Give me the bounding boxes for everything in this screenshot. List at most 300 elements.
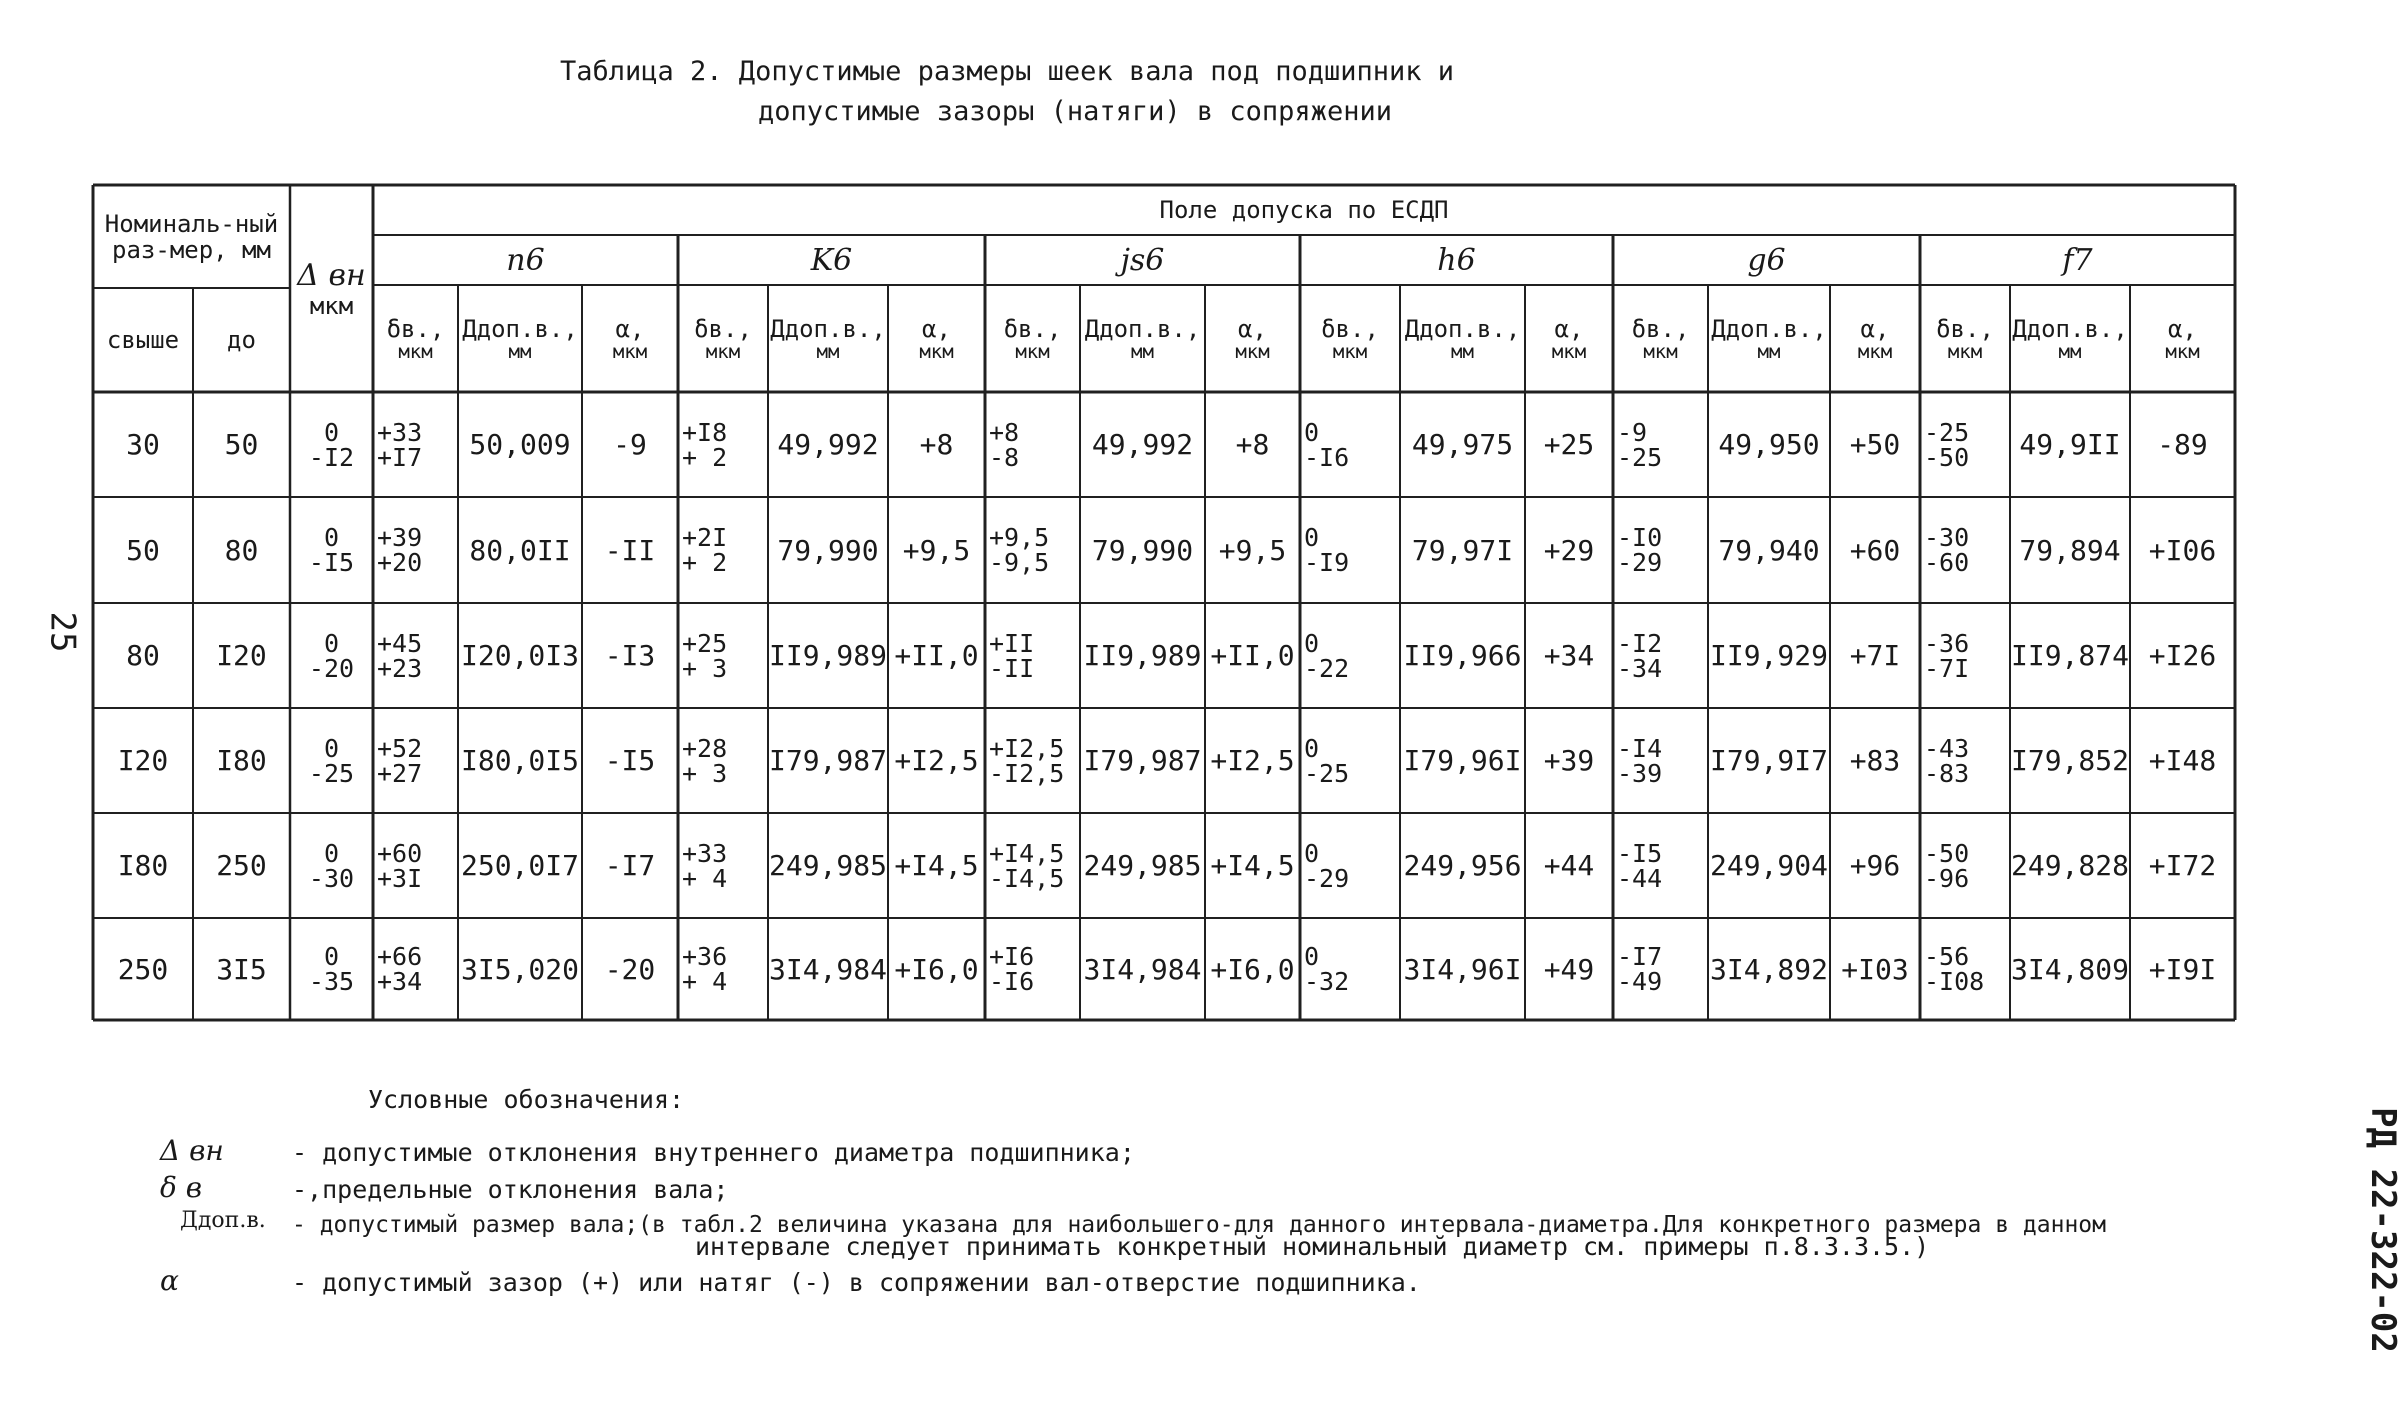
clearance-value: -9 bbox=[613, 428, 647, 461]
cell-to bbox=[193, 813, 290, 918]
deviation-value: 0 bbox=[1304, 628, 1320, 658]
clearance-value: +I2,5 bbox=[894, 744, 979, 777]
over-value: 50 bbox=[126, 533, 160, 567]
subheader-alpha bbox=[1205, 285, 1300, 392]
deviation-value: +34 bbox=[377, 967, 423, 996]
over-value: 250 bbox=[117, 952, 169, 986]
shaft-size-value: I80,0I5 bbox=[460, 744, 579, 777]
legend-text: интервале следует принимать конкретный номинальный диаметр см. примеры п.8.3.3.5.) bbox=[695, 1232, 1930, 1261]
deviation-value: +I6 bbox=[989, 942, 1035, 971]
cell-shaft-deviation bbox=[1920, 708, 2014, 813]
shaft-size-value: 3I4,809 bbox=[2010, 952, 2129, 986]
cell-to bbox=[193, 918, 290, 1020]
cell-shaft-deviation bbox=[373, 392, 462, 497]
deviation-value: +8 bbox=[989, 417, 1020, 447]
cell-shaft-size bbox=[2010, 708, 2130, 813]
cell-shaft-deviation bbox=[1920, 392, 2014, 497]
over-value: I20 bbox=[117, 744, 169, 777]
deviation-value: -34 bbox=[1617, 653, 1663, 683]
clearance-value: +9,5 bbox=[902, 533, 971, 567]
cell-shaft-deviation bbox=[1613, 813, 1712, 918]
deviation-value: -30 bbox=[1924, 523, 1970, 552]
shaft-size-value: 249,985 bbox=[1083, 849, 1202, 882]
subheader-unit: мм bbox=[1451, 340, 1474, 363]
cell-shaft-deviation bbox=[985, 392, 1084, 497]
cell-shaft-deviation bbox=[373, 918, 462, 1020]
subheader-unit: мкм bbox=[919, 340, 954, 363]
cell-shaft-size bbox=[458, 708, 582, 813]
cell-shaft-deviation bbox=[985, 918, 1084, 1020]
subheader-delta bbox=[373, 285, 458, 392]
clearance-value: +I2,5 bbox=[1210, 744, 1295, 777]
cell-shaft-size bbox=[2010, 918, 2130, 1020]
subheader-unit: мкм bbox=[1332, 340, 1368, 363]
header-field-h6 bbox=[1300, 235, 1613, 285]
cell-shaft-deviation bbox=[373, 497, 462, 603]
cell-clearance bbox=[582, 603, 678, 708]
header-field-js6 bbox=[985, 235, 1300, 285]
subheader-label: δв., bbox=[1936, 314, 1994, 343]
deviation-value: +33 bbox=[682, 838, 728, 868]
over-value: I80 bbox=[117, 849, 169, 882]
header-field-K6 bbox=[678, 235, 985, 285]
cell-clearance bbox=[2130, 497, 2235, 603]
shaft-size-value: I79,9I7 bbox=[1709, 744, 1828, 777]
deviation-value: -9 bbox=[1617, 417, 1648, 447]
header-to-label: до bbox=[227, 326, 256, 354]
subheader-label: α, bbox=[1860, 314, 1890, 343]
shaft-size-value: 49,992 bbox=[1091, 428, 1194, 461]
shaft-size-value: 80,0II bbox=[469, 533, 571, 567]
cell-clearance bbox=[1830, 708, 1920, 813]
deviation-value: -96 bbox=[1924, 863, 1970, 893]
header-nominal-size bbox=[93, 185, 290, 288]
deviation-value: + 4 bbox=[682, 967, 728, 996]
cell-over bbox=[93, 603, 193, 708]
cell-shaft-deviation bbox=[1300, 918, 1404, 1020]
over-value: 30 bbox=[126, 428, 160, 461]
deviation-value: +39 bbox=[377, 523, 423, 552]
document-code: РД 22-322-02 bbox=[2362, 1107, 2403, 1353]
field-name: js6 bbox=[1120, 242, 1165, 278]
cell-shaft-deviation bbox=[1300, 497, 1404, 603]
clearance-value: +8 bbox=[919, 428, 954, 461]
subheader-label: δв., bbox=[1321, 314, 1379, 343]
clearance-value: +II,0 bbox=[894, 639, 979, 672]
to-value: 250 bbox=[216, 849, 267, 882]
cell-shaft-size bbox=[1400, 603, 1525, 708]
clearance-value: +8 bbox=[1235, 428, 1270, 461]
delta-bn-value: 0 bbox=[323, 628, 340, 658]
subheader-d bbox=[1708, 285, 1830, 392]
subheader-unit: мкм bbox=[2165, 340, 2200, 363]
subheader-d bbox=[1080, 285, 1205, 392]
subheader-label: α, bbox=[922, 314, 951, 343]
deviation-value: +9,5 bbox=[989, 523, 1050, 552]
cell-shaft-size bbox=[1080, 918, 1205, 1020]
clearance-value: +II,0 bbox=[1210, 639, 1295, 672]
deviation-value: -43 bbox=[1924, 733, 1970, 763]
shaft-size-value: 49,9II bbox=[2019, 428, 2121, 461]
cell-clearance bbox=[1205, 497, 1300, 603]
shaft-size-value: 249,985 bbox=[768, 849, 887, 882]
deviation-value: -49 bbox=[1617, 967, 1663, 996]
deviation-value: -50 bbox=[1924, 838, 1970, 868]
cell-shaft-size bbox=[458, 813, 582, 918]
clearance-value: +I72 bbox=[2148, 849, 2217, 882]
delta-bn-value: -30 bbox=[308, 863, 355, 893]
subheader-delta bbox=[1920, 285, 2010, 392]
subheader-label: δв., bbox=[694, 314, 752, 343]
deviation-value: +I7 bbox=[377, 442, 423, 472]
deviation-value: +66 bbox=[377, 942, 423, 971]
deviation-value: +45 bbox=[377, 628, 423, 658]
subheader-unit: мкм bbox=[1015, 340, 1050, 363]
cell-delta-bn bbox=[290, 497, 373, 603]
to-value: 50 bbox=[224, 428, 259, 461]
clearance-value: -I5 bbox=[604, 744, 656, 777]
cell-shaft-size bbox=[458, 392, 582, 497]
cell-shaft-deviation bbox=[678, 392, 772, 497]
cell-shaft-size bbox=[1080, 392, 1205, 497]
cell-clearance bbox=[582, 918, 678, 1020]
deviation-value: -44 bbox=[1617, 863, 1663, 893]
subheader-alpha bbox=[2130, 285, 2235, 392]
legend-text: -,предельные отклонения вала; bbox=[292, 1175, 729, 1204]
delta-bn-value: 0 bbox=[323, 523, 340, 552]
deviation-value: -I08 bbox=[1924, 967, 1985, 996]
deviation-value: +28 bbox=[682, 733, 728, 763]
cell-shaft-size bbox=[1708, 603, 1830, 708]
cell-shaft-size bbox=[1400, 813, 1525, 918]
delta-bn-unit: мкм bbox=[309, 292, 354, 320]
subheader-delta bbox=[1613, 285, 1708, 392]
delta-bn-value: 0 bbox=[323, 417, 340, 447]
cell-shaft-deviation bbox=[678, 603, 772, 708]
legend-text: - допустимый зазор (+) или натяг (-) в сопряжении вал-отверстие подшипника. bbox=[292, 1268, 1421, 1297]
cell-over bbox=[93, 392, 193, 497]
subheader-alpha bbox=[1830, 285, 1920, 392]
shaft-size-value: 250,0I7 bbox=[460, 849, 579, 882]
deviation-value: +27 bbox=[377, 758, 423, 788]
clearance-value: +I9I bbox=[2148, 952, 2217, 986]
shaft-size-value: I79,987 bbox=[768, 744, 887, 777]
subheader-alpha bbox=[888, 285, 985, 392]
clearance-value: +I4,5 bbox=[1210, 849, 1295, 882]
cell-shaft-size bbox=[768, 813, 888, 918]
cell-clearance bbox=[1830, 603, 1920, 708]
subheader-unit: мкм bbox=[398, 340, 433, 363]
cell-shaft-size bbox=[768, 918, 888, 1020]
deviation-value: -29 bbox=[1304, 863, 1350, 893]
subheader-label: α, bbox=[2168, 314, 2197, 343]
cell-clearance bbox=[1525, 497, 1613, 603]
title-line-2: допустимые зазоры (натяги) в сопряжении bbox=[758, 96, 1392, 127]
cell-clearance bbox=[1525, 813, 1613, 918]
field-name: f7 bbox=[2062, 242, 2093, 278]
subheader-unit: мм bbox=[1131, 340, 1154, 363]
delta-bn-value: -I5 bbox=[308, 548, 355, 577]
shaft-size-value: 49,975 bbox=[1411, 428, 1514, 461]
legend-symbol: Δ вн bbox=[160, 1134, 224, 1167]
cell-clearance bbox=[1525, 708, 1613, 813]
header-nominal-label: Номиналь-ный раз-мер, мм bbox=[104, 209, 279, 264]
shaft-size-value: I79,852 bbox=[2010, 744, 2129, 777]
shaft-size-value: 79,990 bbox=[1091, 533, 1194, 567]
cell-shaft-deviation bbox=[985, 497, 1084, 603]
deviation-value: + 2 bbox=[682, 548, 728, 577]
clearance-value: -I3 bbox=[604, 639, 656, 672]
deviation-value: -32 bbox=[1304, 967, 1350, 996]
deviation-value: -I7 bbox=[1617, 942, 1663, 971]
deviation-value: +I2,5 bbox=[989, 733, 1065, 763]
cell-over bbox=[93, 708, 193, 813]
to-value: I80 bbox=[216, 744, 267, 777]
deviation-value: -I0 bbox=[1617, 523, 1663, 552]
deviation-value: 0 bbox=[1304, 733, 1320, 763]
deviation-value: -25 bbox=[1617, 442, 1663, 472]
clearance-value: +I6,0 bbox=[894, 952, 979, 986]
subheader-d bbox=[1400, 285, 1525, 392]
subheader-delta bbox=[678, 285, 768, 392]
cell-clearance bbox=[1205, 918, 1300, 1020]
cell-shaft-size bbox=[1080, 603, 1205, 708]
deviation-value: +25 bbox=[682, 628, 728, 658]
cell-clearance bbox=[1205, 603, 1300, 708]
shaft-size-value: 79,990 bbox=[777, 533, 879, 567]
clearance-value: -20 bbox=[604, 952, 656, 986]
cell-clearance bbox=[1525, 918, 1613, 1020]
cell-over bbox=[93, 813, 193, 918]
cell-clearance bbox=[2130, 708, 2235, 813]
cell-shaft-deviation bbox=[1300, 708, 1404, 813]
deviation-value: -29 bbox=[1617, 548, 1663, 577]
subheader-unit: мм bbox=[816, 340, 840, 363]
header-field-g6 bbox=[1613, 235, 1920, 285]
shaft-size-value: 249,904 bbox=[1709, 849, 1828, 882]
deviation-value: +I8 bbox=[682, 417, 728, 447]
cell-clearance bbox=[888, 813, 985, 918]
delta-bn-value: 0 bbox=[323, 942, 340, 971]
header-over bbox=[93, 288, 193, 392]
cell-shaft-size bbox=[1708, 813, 1830, 918]
cell-clearance bbox=[1830, 918, 1920, 1020]
cell-shaft-size bbox=[768, 708, 888, 813]
deviation-value: + 3 bbox=[682, 758, 728, 788]
cell-clearance bbox=[1830, 392, 1920, 497]
deviation-value: -50 bbox=[1924, 442, 1970, 472]
cell-shaft-size bbox=[1080, 813, 1205, 918]
cell-shaft-deviation bbox=[1613, 392, 1712, 497]
cell-to bbox=[193, 392, 290, 497]
subheader-label: α, bbox=[1554, 314, 1584, 343]
clearance-value: +I48 bbox=[2148, 744, 2217, 777]
cell-shaft-deviation bbox=[985, 708, 1084, 813]
cell-shaft-deviation bbox=[985, 603, 1084, 708]
deviation-value: -83 bbox=[1924, 758, 1970, 788]
delta-bn-value: -20 bbox=[308, 653, 355, 683]
cell-shaft-size bbox=[1080, 708, 1205, 813]
cell-shaft-deviation bbox=[1613, 497, 1712, 603]
clearance-value: +29 bbox=[1543, 533, 1595, 567]
subheader-unit: мкм bbox=[1947, 340, 1983, 363]
deviation-value: + 4 bbox=[682, 863, 728, 893]
deviation-value: -22 bbox=[1304, 653, 1350, 683]
shaft-size-value: 79,97I bbox=[1411, 533, 1514, 567]
header-to bbox=[193, 288, 290, 392]
clearance-value: +96 bbox=[1849, 849, 1901, 882]
cell-shaft-deviation bbox=[1300, 392, 1404, 497]
cell-delta-bn bbox=[290, 918, 373, 1020]
subheader-label: α, bbox=[1238, 314, 1267, 343]
shaft-size-value: 79,940 bbox=[1718, 533, 1820, 567]
legend-text: - допустимый размер вала;(в табл.2 величина указана для наибольшего-для данного интервала-диаметра.Для конкретного размера в данном bbox=[292, 1212, 2106, 1238]
clearance-value: -I7 bbox=[604, 849, 656, 882]
subheader-unit: мм bbox=[1757, 340, 1781, 363]
delta-bn-value: 0 bbox=[323, 733, 340, 763]
cell-clearance bbox=[2130, 813, 2235, 918]
deviation-value: -I5 bbox=[1617, 838, 1663, 868]
cell-to bbox=[193, 708, 290, 813]
cell-shaft-deviation bbox=[373, 813, 462, 918]
cell-clearance bbox=[888, 392, 985, 497]
cell-shaft-size bbox=[1708, 708, 1830, 813]
shaft-size-value: 49,992 bbox=[777, 428, 879, 461]
shaft-size-value: 3I4,984 bbox=[1083, 952, 1202, 986]
cell-shaft-size bbox=[2010, 813, 2130, 918]
shaft-size-value: 49,950 bbox=[1718, 428, 1820, 461]
title-line-1: Таблица 2. Допустимые размеры шеек вала под подшипник и bbox=[560, 56, 1455, 87]
to-value: 3I5 bbox=[216, 952, 267, 986]
cell-shaft-size bbox=[1080, 497, 1205, 603]
shaft-size-value: I20,0I3 bbox=[460, 639, 579, 672]
deviation-value: -25 bbox=[1304, 758, 1350, 788]
deviation-value: -I9 bbox=[1304, 548, 1350, 577]
cell-shaft-size bbox=[458, 497, 582, 603]
cell-shaft-deviation bbox=[1920, 497, 2014, 603]
header-field-n6 bbox=[373, 235, 678, 285]
cell-shaft-deviation bbox=[1300, 603, 1404, 708]
cell-clearance bbox=[2130, 392, 2235, 497]
subheader-d bbox=[2010, 285, 2130, 392]
cell-shaft-deviation bbox=[1613, 603, 1712, 708]
field-name: h6 bbox=[1437, 242, 1476, 278]
subheader-label: δв., bbox=[1631, 314, 1690, 343]
subheader-unit: мкм bbox=[1857, 340, 1893, 363]
subheader-d bbox=[458, 285, 582, 392]
clearance-value: +49 bbox=[1543, 952, 1595, 986]
deviation-value: +36 bbox=[682, 942, 728, 971]
header-delta-bn bbox=[290, 185, 373, 392]
subheader-delta bbox=[985, 285, 1080, 392]
cell-clearance bbox=[1525, 392, 1613, 497]
subheader-d bbox=[768, 285, 888, 392]
subheader-unit: мкм bbox=[1551, 340, 1587, 363]
deviation-value: + 2 bbox=[682, 442, 728, 472]
clearance-value: +60 bbox=[1849, 533, 1901, 567]
header-field-title bbox=[373, 185, 2235, 235]
clearance-value: -II bbox=[604, 533, 656, 567]
cell-clearance bbox=[1830, 497, 1920, 603]
cell-over bbox=[93, 918, 193, 1020]
legend-symbol: δ в bbox=[160, 1171, 203, 1204]
deviation-value: 0 bbox=[1304, 417, 1320, 447]
cell-shaft-deviation bbox=[1920, 813, 2014, 918]
field-title-label: Поле допуска по ЕСДП bbox=[1159, 196, 1449, 224]
cell-shaft-size bbox=[1400, 918, 1525, 1020]
clearance-value: +I26 bbox=[2148, 639, 2217, 672]
cell-shaft-deviation bbox=[678, 813, 772, 918]
subheader-unit: мм bbox=[2058, 340, 2082, 363]
deviation-value: -60 bbox=[1924, 548, 1970, 577]
clearance-value: +39 bbox=[1543, 744, 1595, 777]
cell-shaft-size bbox=[2010, 603, 2130, 708]
cell-shaft-size bbox=[2010, 392, 2130, 497]
cell-delta-bn bbox=[290, 813, 373, 918]
clearance-value: +34 bbox=[1543, 639, 1595, 672]
cell-shaft-deviation bbox=[373, 708, 462, 813]
shaft-size-value: 79,894 bbox=[2019, 533, 2121, 567]
cell-shaft-deviation bbox=[678, 708, 772, 813]
legend-title: Условные обозначения: bbox=[368, 1085, 685, 1114]
deviation-value: -8 bbox=[989, 442, 1020, 472]
shaft-size-value: I79,987 bbox=[1083, 744, 1202, 777]
deviation-value: -I6 bbox=[989, 967, 1035, 996]
deviation-value: +33 bbox=[377, 417, 423, 447]
subheader-unit: мкм bbox=[612, 340, 648, 363]
deviation-value: +20 bbox=[377, 548, 423, 577]
subheader-alpha bbox=[1525, 285, 1613, 392]
cell-delta-bn bbox=[290, 603, 373, 708]
clearance-value: -89 bbox=[2157, 428, 2208, 461]
clearance-value: +I4,5 bbox=[894, 849, 979, 882]
cell-clearance bbox=[1525, 603, 1613, 708]
cell-to bbox=[193, 603, 290, 708]
delta-bn-value: -I2 bbox=[308, 442, 355, 472]
deviation-value: -9,5 bbox=[989, 548, 1050, 577]
deviation-value: -I4,5 bbox=[989, 863, 1065, 893]
deviation-value: -I2,5 bbox=[989, 758, 1065, 788]
deviation-value: -II bbox=[989, 653, 1035, 683]
cell-clearance bbox=[888, 497, 985, 603]
deviation-value: +II bbox=[989, 628, 1035, 658]
deviation-value: -25 bbox=[1924, 417, 1970, 447]
cell-clearance bbox=[582, 708, 678, 813]
shaft-size-value: 3I4,984 bbox=[768, 952, 887, 986]
cell-shaft-deviation bbox=[1613, 918, 1712, 1020]
cell-clearance bbox=[1830, 813, 1920, 918]
deviation-value: -I4 bbox=[1617, 733, 1663, 763]
deviation-value: 0 bbox=[1304, 942, 1320, 971]
shaft-size-value: 3I5,020 bbox=[460, 952, 579, 986]
delta-bn-value: -35 bbox=[308, 967, 355, 996]
cell-shaft-deviation bbox=[985, 813, 1084, 918]
subheader-label: δв., bbox=[1003, 314, 1062, 343]
shaft-size-value: 3I4,96I bbox=[1403, 952, 1522, 986]
shaft-size-value: 249,956 bbox=[1403, 849, 1522, 882]
cell-clearance bbox=[582, 497, 678, 603]
deviation-value: +3I bbox=[377, 863, 423, 893]
subheader-label: Ддоп.в., bbox=[1404, 314, 1521, 343]
cell-shaft-size bbox=[1400, 392, 1525, 497]
cell-shaft-size bbox=[1708, 392, 1830, 497]
clearance-value: +44 bbox=[1543, 849, 1595, 882]
cell-delta-bn bbox=[290, 708, 373, 813]
deviation-value: -39 bbox=[1617, 758, 1663, 788]
subheader-label: α, bbox=[615, 314, 645, 343]
clearance-value: +7I bbox=[1849, 639, 1901, 672]
subheader-label: Ддоп.в., bbox=[462, 314, 578, 343]
